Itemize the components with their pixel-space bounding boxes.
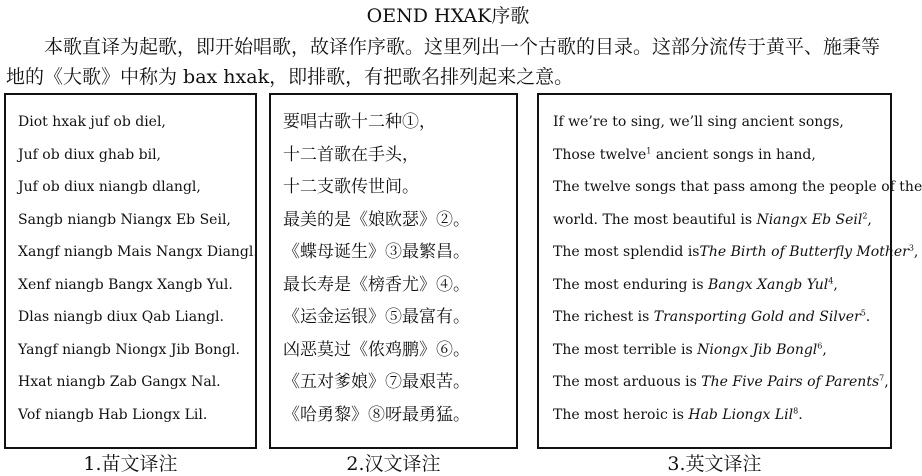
footnote-mark: 1 (646, 145, 652, 155)
english-text: The richest is (553, 309, 654, 325)
han-line: 凶恶莫过《侬鸡鹏》⑥。 (283, 339, 470, 360)
miao-line: Xenf niangb Bangx Xangb Yul. (18, 276, 233, 293)
song-title: Bangx Xangb Yul (708, 276, 829, 293)
song-title: Niangx Eb Seil (756, 211, 863, 228)
miao-line: Diot hxak juf ob diel, (18, 114, 166, 130)
miao-line: Vof niangb Hab Liongx Lil. (18, 406, 208, 423)
han-line: 十二首歌在手头， (283, 144, 419, 165)
english-line (553, 239, 919, 272)
english-line (553, 337, 884, 370)
english-text: Those twelve (553, 146, 647, 163)
song-title: Hab Liongx Lil (688, 406, 794, 423)
han-line: 要唱古歌十二种①， (283, 112, 436, 132)
miao-panel (4, 93, 257, 449)
miao-line: Xangf niangb Mais Nangx Diangl. (18, 244, 258, 260)
english-text: The most arduous is (553, 374, 702, 390)
english-caption: 3.英文译注 (667, 453, 762, 475)
song-title: The Birth of Butterfly Mother (699, 244, 909, 260)
english-text: world. The most beautiful is (553, 211, 757, 228)
miao-line: Juf ob diux niangb dlangl, (18, 179, 201, 195)
footnote-mark: 6 (817, 340, 823, 350)
han-line: 《蝶母诞生》③最繁昌。 (283, 242, 470, 262)
english-text: The most enduring is (553, 276, 709, 293)
han-line: 最长寿是《榜香尤》④。 (283, 274, 470, 295)
han-line: 《五对爹娘》⑦最艰苦。 (283, 372, 470, 392)
english-text: . (798, 406, 803, 423)
han-caption: 2.汉文译注 (346, 453, 441, 475)
miao-line: Hxat niangb Zab Gangx Nal. (18, 374, 221, 390)
english-text: , (867, 211, 872, 228)
footnote-mark: 8 (793, 405, 799, 415)
english-text: If we’re to sing, we’ll sing ancient songs, (553, 114, 844, 130)
english-line (553, 142, 884, 175)
english-line (553, 369, 889, 402)
english-panel (537, 93, 922, 449)
han-line: 《运金运银》⑤最富有。 (283, 307, 470, 327)
english-line (553, 174, 922, 207)
english-line (553, 109, 884, 142)
english-line (553, 207, 884, 240)
song-title: The Five Pairs of Parents (701, 374, 880, 390)
english-text: The most heroic is (553, 406, 689, 423)
han-line: 《哈勇黎》⑧呀最勇猛。 (283, 404, 470, 425)
english-line (553, 304, 884, 337)
english-line (553, 272, 884, 305)
han-panel (269, 93, 518, 449)
miao-line: Dlas niangb diux Qab Liangl. (18, 309, 224, 325)
english-text: The most splendid is (553, 244, 700, 260)
song-title: Transporting Gold and Silver (653, 309, 861, 325)
footnote-mark: 7 (879, 373, 885, 383)
english-text: , (833, 276, 838, 293)
miao-line: Yangf niangb Niongx Jib Bongl. (18, 341, 240, 358)
miao-line: Juf ob diux ghab bil, (18, 146, 162, 163)
footnote-mark: 3 (908, 243, 914, 253)
footnote-mark: 4 (828, 275, 834, 285)
english-text: , (884, 374, 889, 390)
footnote-mark: 5 (860, 308, 866, 318)
english-text: , (913, 244, 919, 260)
miao-caption: 1.苗文译注 (83, 453, 178, 475)
han-line: 十二支歌传世间。 (283, 177, 419, 197)
english-text: . (865, 309, 871, 325)
song-title: Niongx Jib Bongl (697, 341, 818, 358)
footnote-mark: 2 (862, 210, 868, 220)
document-title: OEND HXAK序歌 (366, 5, 530, 27)
english-text: The twelve songs that pass among the people of the (553, 179, 922, 195)
intro-paragraph: 本歌直译为起歌，即开始唱歌，故译作序歌。这里列出一个古歌的目录。这部分流传于黄平、施秉等地的《大歌》中称为 bax hxak，即排歌，有把歌名排列起来之意。 (6, 36, 881, 88)
han-line: 最美的是《娘欧瑟》②。 (283, 209, 470, 230)
english-text: , (822, 341, 827, 358)
miao-line: Sangb niangb Niangx Eb Seil, (18, 211, 231, 228)
english-text: The most terrible is (553, 341, 698, 358)
english-line (553, 402, 884, 435)
english-text: ancient songs in hand, (651, 146, 816, 163)
